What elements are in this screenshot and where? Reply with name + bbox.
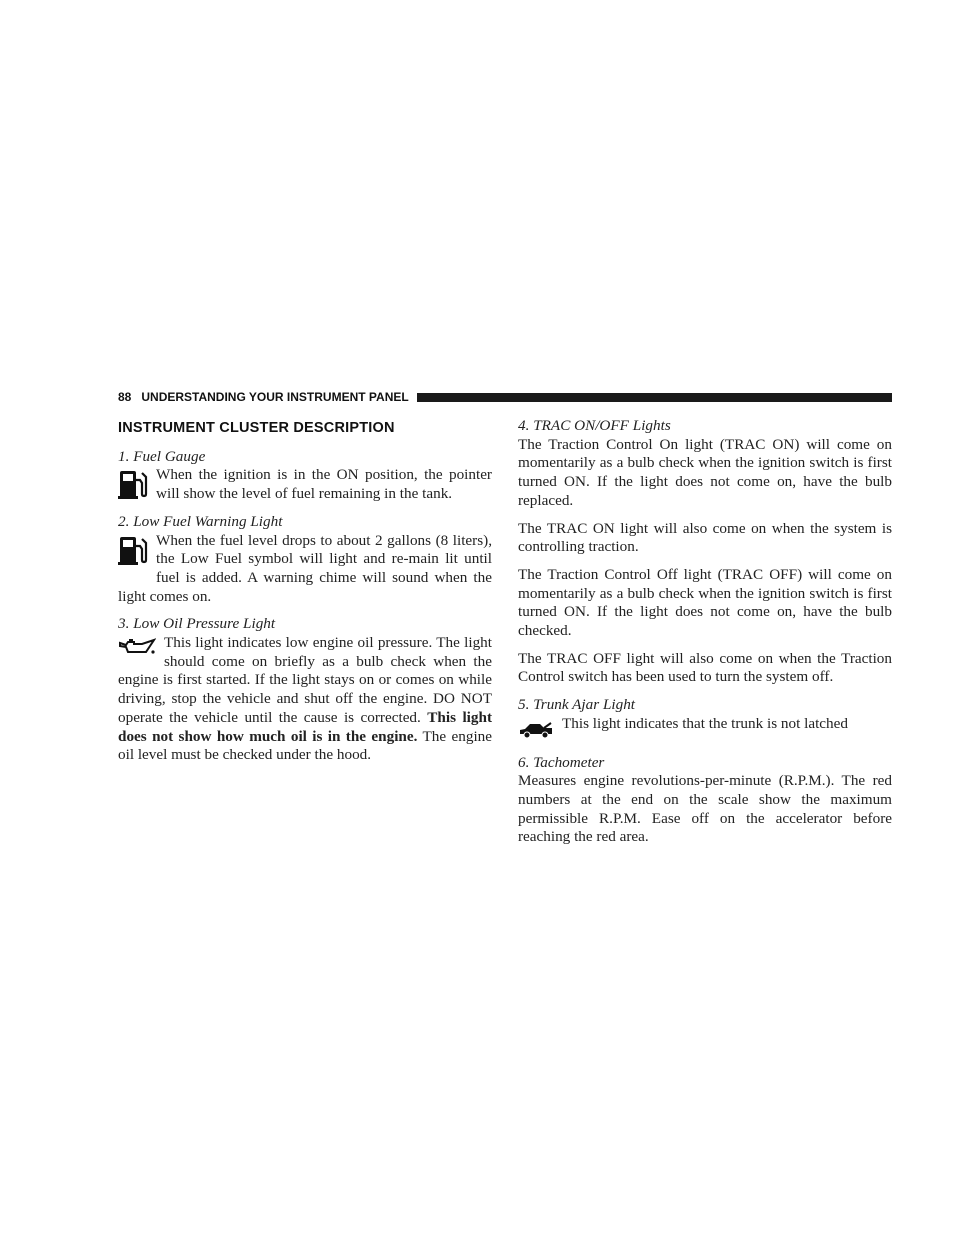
trac-paragraph-4: The TRAC OFF light will also come on when the Traction Control switch has been used to turn the system off. — [518, 649, 892, 686]
tachometer-heading: 6. Tachometer — [518, 753, 605, 771]
oil-pressure-text-main: This light indicates low engine oil pressure. The light should come on briefly as a bulb check when the engine is first started. If the light stays on or comes on while driving, stop the vehicle and shut off the engine. DO NOT operate the vehicle until the cause is corrected. — [118, 634, 492, 726]
low-fuel-heading: 2. Low Fuel Warning Light — [118, 512, 283, 530]
trac-section — [518, 417, 892, 687]
car-trunk-icon — [518, 721, 554, 745]
trac-paragraph-2: The TRAC ON light will also come on when the system is controlling traction. — [518, 519, 892, 556]
section-title: INSTRUMENT CLUSTER DESCRIPTION — [118, 420, 395, 436]
fuel-gauge-section — [118, 448, 492, 504]
tachometer-section — [518, 754, 892, 848]
fuel-pump-icon — [118, 468, 148, 506]
left-column — [118, 417, 492, 774]
trunk-ajar-text: This light indicates that the trunk is not latched — [562, 714, 848, 732]
fuel-gauge-heading: 1. Fuel Gauge — [118, 447, 206, 465]
oil-pressure-text-end: The engine oil level must be checked under the hood. — [118, 727, 492, 764]
page-header — [118, 389, 892, 405]
page-number: 88 — [118, 390, 132, 404]
trunk-ajar-section — [518, 696, 892, 744]
header-rule — [417, 393, 892, 402]
right-column — [518, 417, 892, 856]
oil-pressure-text-bold: This light does not show how much oil is in the engine. — [118, 708, 492, 745]
trac-paragraph-1: The Traction Control On light (TRAC ON) will come on momentarily as a bulb check when the ignition switch is first turned ON. If the light does not come on, have the bulb replaced. — [518, 435, 892, 509]
page-header-title: UNDERSTANDING YOUR INSTRUMENT PANEL — [141, 390, 409, 404]
oil-can-icon — [118, 638, 156, 662]
trac-heading: 4. TRAC ON/OFF Lights — [518, 417, 671, 434]
fuel-gauge-text: When the ignition is in the ON position, the pointer will show the level of fuel remaining in the tank. — [156, 466, 492, 503]
low-fuel-text: When the fuel level drops to about 2 gallons (8 liters), the Low Fuel symbol will light and re-main lit until fuel is added. A warning chime will sound when the light comes on. — [118, 531, 492, 605]
low-fuel-section — [118, 513, 492, 607]
tachometer-text: Measures engine revolutions-per-minute (R.P.M.). The red numbers at the end on the scale show the maximum permissible R.P.M. Ease off on the accelerator before reaching the red area. — [518, 772, 892, 846]
oil-pressure-text — [118, 634, 492, 765]
oil-pressure-section — [118, 615, 492, 765]
trunk-ajar-heading: 5. Trunk Ajar Light — [518, 696, 636, 714]
oil-pressure-heading: 3. Low Oil Pressure Light — [118, 615, 276, 633]
fuel-pump-icon — [118, 534, 148, 572]
trac-paragraph-3: The Traction Control Off light (TRAC OFF) will come on momentarily as a bulb check when the ignition switch is first turned ON. If the light does not come on, have the bulb checked. — [518, 565, 892, 640]
